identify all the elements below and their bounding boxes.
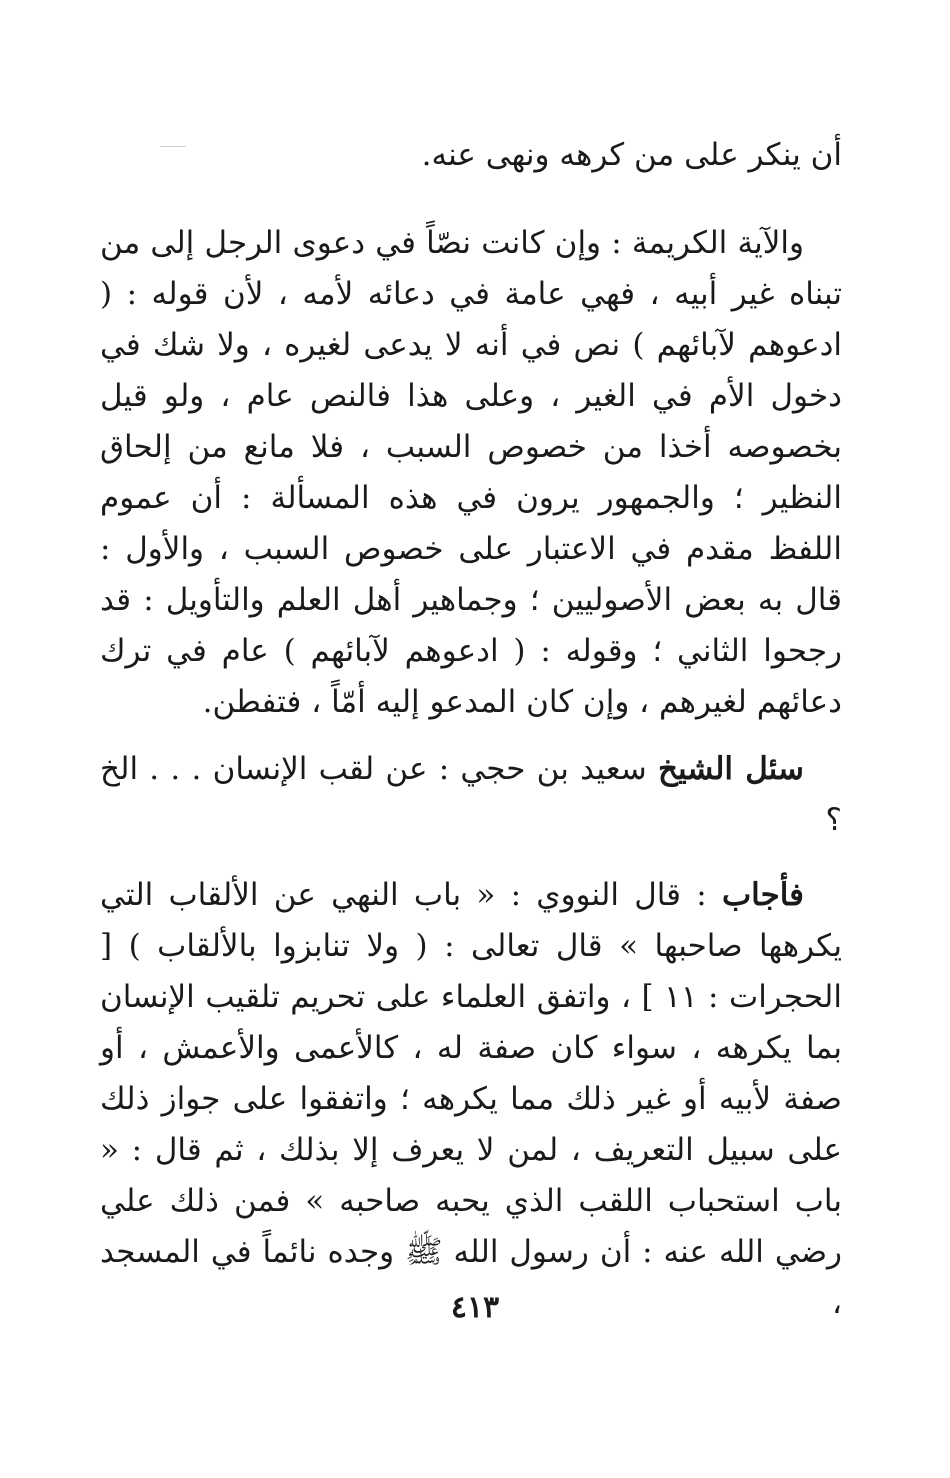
page-number: ٤١٣: [450, 1290, 500, 1325]
answer-lead: فأجاب: [721, 877, 804, 913]
paragraph-3-question: [100, 744, 842, 846]
answer-text: : قال النووي : « باب النهي عن الألقاب التي يكرهها صاحبها » قال تعالى : ( ولا تنابزوا بالألقاب ) [ الحجرات : ١١ ] ، واتفق العلماء على تحريم تلقيب الإنسان بما يكرهه ، سواء كان صفة له ، كالأعمى والأعمش ، أو صفة لأبيه أو غير ذلك مما يكرهه ؛ واتفقوا على جواز ذلك على سبيل التعريف ، لمن لا يعرف إلا بذلك ، ثم قال : « باب استحباب اللقب الذي يحبه صاحبه » فمن ذلك علي رضي الله عنه : أن رسول الله ﷺ وجده نائماً في المسجد ،: [100, 877, 842, 1321]
question-lead: سئل الشيخ: [657, 751, 804, 787]
paragraph-4-answer: [100, 870, 842, 1329]
paragraph-2: والآية الكريمة : وإن كانت نصّاً في دعوى الرجل إلى من تبناه غير أبيه ، فهي عامة في دعائه لأمه ، لأن قوله : ( ادعوهم لآبائهم ) نص في أنه لا يدعى لغيره ، ولا شك في دخول الأم في الغير ، وعلى هذا فالنص عام ، ولو قيل بخصوصه أخذا من خصوص السبب ، فلا مانع من إلحاق النظير ؛ والجمهور يرون في هذه المسألة : أن عموم اللفظ مقدم في الاعتبار على خصوص السبب ، والأول : قال به بعض الأصوليين ؛ وجماهير أهل العلم والتأويل : قد رجحوا الثاني ؛ وقوله : ( ادعوهم لآبائهم ) عام في ترك دعائهم لغيرهم ، وإن كان المدعو إليه أمّاً ، فتفطن.: [100, 225, 842, 720]
paragraph-1: أن ينكر على من كرهه ونهى عنه.: [421, 137, 842, 173]
question-text: سعيد بن حجي : عن لقب الإنسان . . . الخ ؟: [100, 751, 842, 838]
